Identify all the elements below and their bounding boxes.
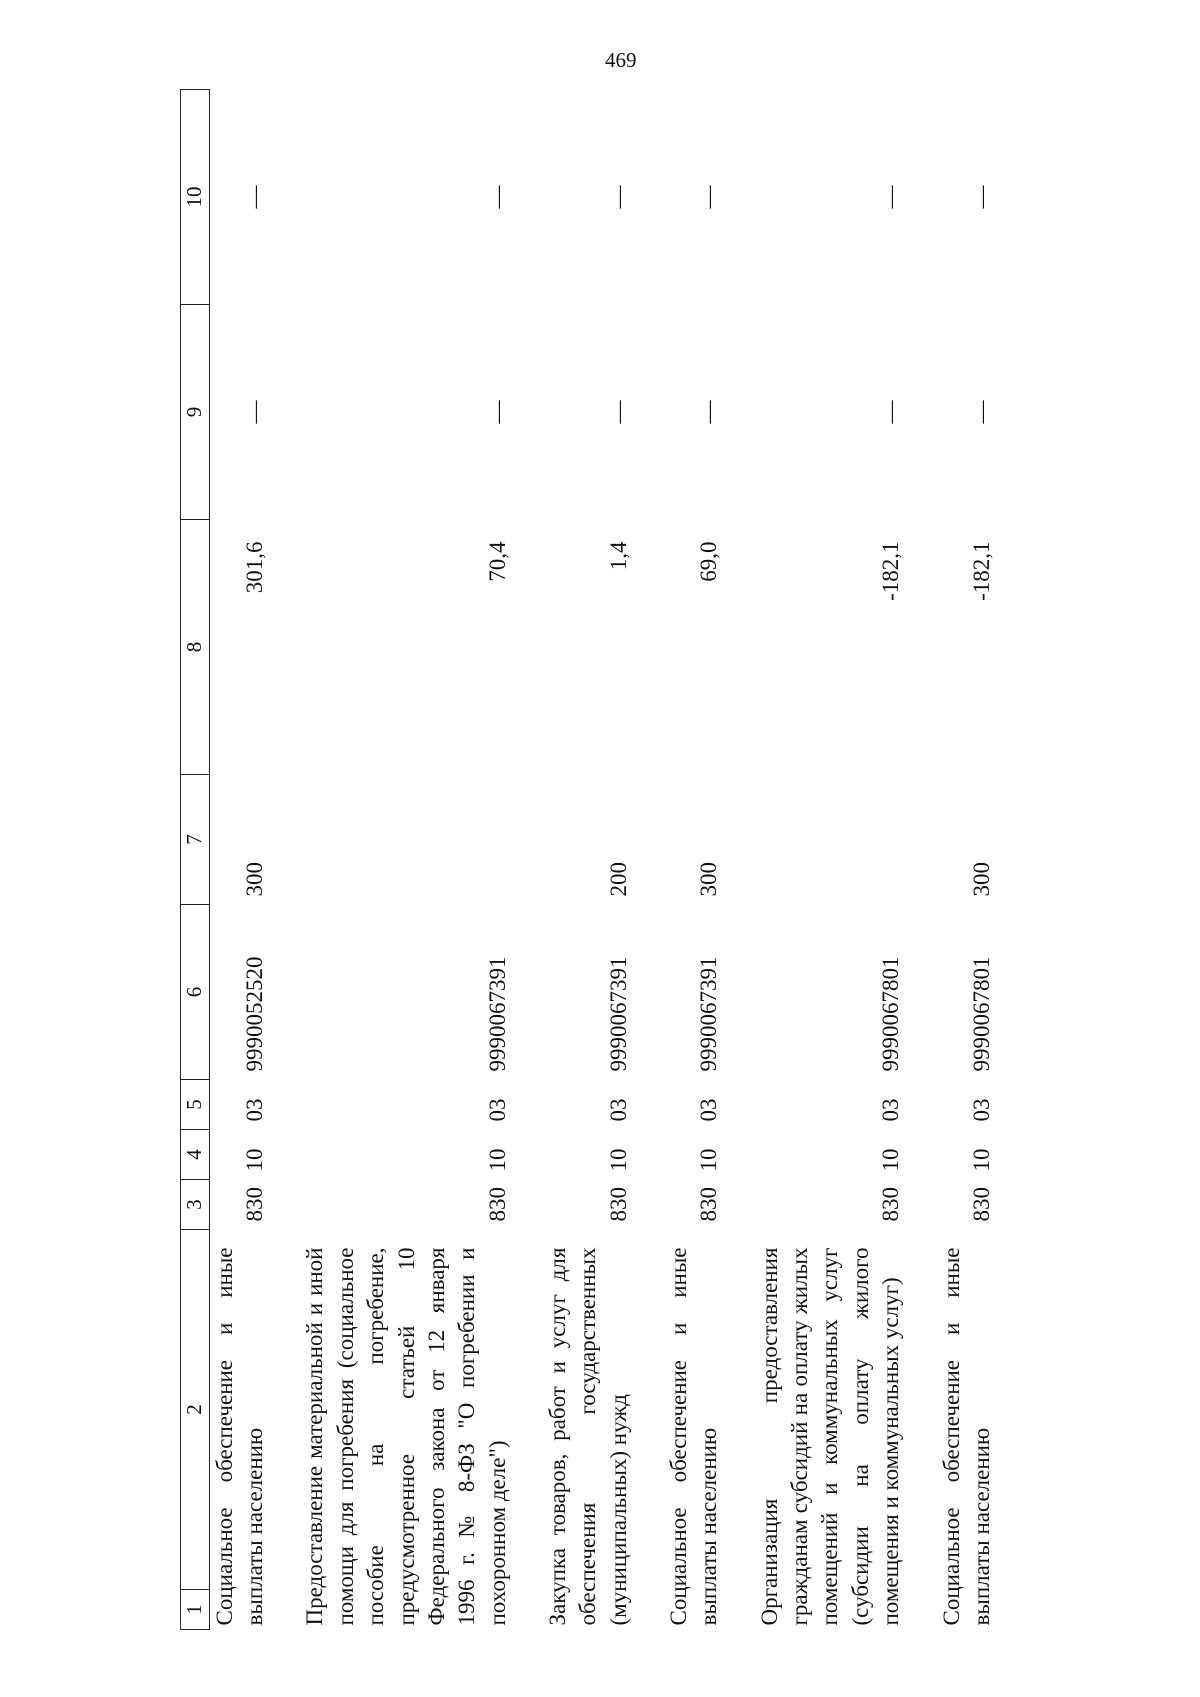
row-col5: 03 [242, 1098, 268, 1122]
row-col8: -182,1 [878, 541, 904, 601]
row-description: Социальное обеспечение и иные выплаты населению [666, 1247, 722, 1626]
row-col7: 300 [696, 862, 722, 897]
row-description: Закупка товаров, работ и услуг для обеспечения государственных (муниципальных) нужд [544, 1247, 631, 1626]
row-description: Социальное обеспечение и иные выплаты населению [211, 1247, 268, 1626]
row-col7 [755, 775, 907, 905]
header-col-4: 4 [181, 1130, 210, 1180]
row-col9: — [878, 400, 904, 424]
row-col7: 300 [242, 862, 268, 897]
row-col7 [300, 775, 513, 905]
row-col6: 9990052520 [242, 956, 268, 1072]
row-col4: 10 [696, 1148, 722, 1172]
row-col3: 830 [878, 1187, 904, 1222]
row-col8: 69,0 [696, 541, 722, 582]
row-description: Предоставление материальной и иной помощи для погребения (социальное пособие на погребение, предусмотренное статьей 10 Федерального закона от 12 января 1996 г. № 8-ФЗ "О погребении и похоронном деле") [302, 1247, 510, 1626]
row-col10: — [484, 185, 510, 209]
header-col-5: 5 [181, 1080, 210, 1130]
row-description: Социальное обеспечение и иные выплаты населению [938, 1247, 994, 1626]
row-col10: — [242, 185, 268, 209]
row-col9: — [696, 400, 722, 424]
budget-table [180, 89, 997, 1630]
table-row [543, 90, 634, 1630]
row-col10: — [968, 185, 994, 209]
row-col6: 9990067801 [878, 956, 904, 1072]
header-col-10: 10 [181, 90, 210, 305]
row-col4: 10 [878, 1148, 904, 1172]
row-col5: 03 [878, 1098, 904, 1122]
row-col9: — [242, 400, 268, 424]
table-row [937, 90, 998, 1630]
table-row [664, 90, 725, 1630]
row-col5: 03 [605, 1098, 631, 1122]
header-col-6: 6 [181, 905, 210, 1080]
rotated-page [180, 90, 1180, 1630]
header-col-7: 7 [181, 775, 210, 905]
table-row [300, 90, 513, 1630]
row-col3: 830 [484, 1187, 510, 1222]
row-col6: 9990067801 [968, 956, 994, 1072]
row-col8: 70,4 [484, 541, 510, 582]
table-row [755, 90, 907, 1630]
header-col-9: 9 [181, 305, 210, 520]
row-col6: 9990067391 [484, 956, 510, 1072]
row-col8: 301,6 [242, 541, 268, 594]
row-col9: — [968, 400, 994, 424]
header-col-8: 8 [181, 520, 210, 775]
table-header-row [181, 90, 210, 1630]
row-col4: 10 [484, 1148, 510, 1172]
row-col5: 03 [484, 1098, 510, 1122]
row-col10: — [696, 185, 722, 209]
row-col6: 9990067391 [605, 956, 631, 1072]
row-col7: 300 [968, 862, 994, 897]
row-col3: 830 [968, 1187, 994, 1222]
row-col4: 10 [242, 1148, 268, 1172]
header-col-2: 2 [181, 1230, 210, 1590]
row-col10: — [605, 185, 631, 209]
row-col3: 830 [696, 1187, 722, 1222]
row-col3: 830 [242, 1187, 268, 1222]
row-col9: — [484, 400, 510, 424]
header-col-1: 1 [181, 1590, 210, 1630]
header-col-3: 3 [181, 1180, 210, 1230]
row-col9: — [605, 400, 631, 424]
row-col5: 03 [968, 1098, 994, 1122]
page-number: 469 [605, 48, 637, 72]
row-col10: — [878, 185, 904, 209]
row-col7: 200 [605, 862, 631, 897]
row-col8: -182,1 [968, 541, 994, 601]
row-col5: 03 [696, 1098, 722, 1122]
row-col6: 9990067391 [696, 956, 722, 1072]
row-col8: 1,4 [605, 541, 631, 571]
row-col4: 10 [605, 1148, 631, 1172]
row-col4: 10 [968, 1148, 994, 1172]
table-row [209, 90, 270, 1630]
row-description: Организация предоставления гражданам субсидий на оплату жилых помещений и коммунальных услуг (субсидии на оплату жилого помещения и коммунальных услуг) [756, 1247, 904, 1626]
row-col3: 830 [605, 1187, 631, 1222]
